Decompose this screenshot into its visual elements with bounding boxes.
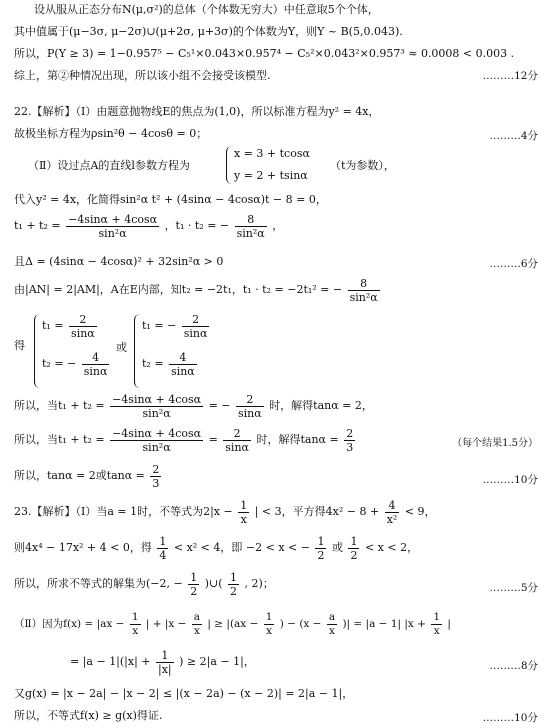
denominator: sin²α — [98, 226, 127, 240]
text-line: 故极坐标方程为ρsin²θ − 4cosθ = 0； — [14, 127, 208, 140]
text: | — [447, 618, 451, 630]
text: 由|AN| = 2|AM|，A在E内部，知t₂ = −2t₁，t₁ · t₂ = −2t₁² = − — [14, 283, 343, 296]
numerator: a — [193, 610, 201, 623]
denominator: 3 — [346, 440, 354, 454]
denominator: 2 — [230, 584, 238, 598]
fraction — [348, 535, 359, 562]
text: （Ⅱ）因为f(x) = |ax − — [14, 618, 125, 630]
formula-line — [14, 534, 542, 562]
fraction — [66, 213, 159, 240]
fraction — [264, 611, 275, 638]
formula-line — [14, 276, 542, 304]
text: t₂ = — [142, 357, 164, 370]
denominator: sinα — [238, 406, 262, 420]
fraction — [236, 393, 264, 420]
text: < 9， — [404, 505, 436, 518]
fraction — [69, 313, 97, 340]
denominator: x — [193, 624, 200, 637]
text: = − — [208, 399, 231, 412]
fraction — [169, 351, 197, 378]
fraction — [223, 427, 251, 454]
text: | < 3，平方得4x² − 8 + — [254, 505, 380, 518]
formula-line — [14, 462, 542, 490]
numerator: 4 — [169, 351, 197, 365]
denominator: 3 — [152, 476, 160, 490]
text: | + |x − — [145, 618, 187, 630]
text: )| = |a − 1| |x + — [342, 618, 426, 630]
numerator: 2 — [182, 313, 210, 327]
fraction — [156, 649, 174, 676]
text: < x < 2， — [364, 541, 419, 554]
fraction — [235, 213, 267, 240]
formula-line — [142, 350, 542, 378]
text: t₁ + t₂ = — [14, 219, 61, 232]
text: )∪( — [204, 577, 223, 590]
text: 时，解得tanα = — [256, 433, 339, 446]
text: 时，解得tanα = 2， — [269, 399, 373, 412]
text: ) ≥ 2|a − 1|， — [179, 655, 255, 668]
text: 所以，当t₁ + t₂ = — [14, 399, 105, 412]
formula-line — [14, 570, 542, 598]
denominator: sin²α — [142, 406, 171, 420]
text-line: 所以，不等式f(x) ≥ g(x)得证. — [14, 709, 163, 722]
numerator: 1 — [131, 610, 139, 623]
text-line: 且Δ = (4sinα − 4cosα)² + 32sin²α > 0 — [14, 255, 224, 268]
denominator: sin²α — [142, 440, 171, 454]
denominator: |x| — [158, 662, 172, 676]
fraction — [157, 535, 168, 562]
text: = — [208, 433, 218, 446]
text: ，t₁ · t₂ = − — [164, 219, 230, 232]
denominator: 2 — [350, 548, 358, 562]
numerator: 1 — [317, 534, 325, 548]
fraction — [327, 611, 337, 638]
score-label: （每个结果1.5分） — [452, 438, 538, 449]
numerator: 1 — [433, 610, 440, 623]
text: , 2)； — [244, 577, 274, 590]
fraction — [110, 427, 203, 454]
numerator: 1 — [159, 534, 167, 548]
fraction — [130, 611, 141, 638]
equation-line: x = 3 + tcosα — [234, 147, 310, 160]
denominator: x — [329, 624, 335, 637]
fraction — [82, 351, 110, 378]
text: 所以，tanα = 2或tanα = — [14, 469, 145, 482]
text: 所以，当t₁ + t₂ = — [14, 433, 105, 446]
fraction — [188, 571, 199, 598]
numerator: 2 — [236, 393, 264, 407]
numerator: 2 — [152, 462, 160, 476]
numerator: −4sinα + 4cosα — [112, 426, 202, 440]
equation-line: y = 2 + tsinα — [234, 169, 308, 182]
fraction — [348, 277, 380, 304]
text: t₂ = − — [42, 357, 77, 370]
numerator: 4 — [82, 351, 110, 365]
denominator: 4 — [159, 548, 167, 562]
text: 23.【解析】（Ⅰ）当a = 1时，不等式为2|x − — [14, 505, 233, 518]
fraction — [150, 463, 161, 490]
text: 所以，所求不等式的解集为(−2, − — [14, 577, 183, 590]
text: 或 — [331, 541, 343, 554]
numerator: 2 — [346, 426, 354, 440]
score-label: ………5分 — [489, 582, 538, 594]
text-line: 代入y² = 4x，化简得sin²α t² + (4sinα − 4cosα)t − 8 = 0， — [14, 193, 327, 206]
text: ， — [272, 219, 284, 232]
denominator: x² — [386, 512, 398, 526]
text-line: 又g(x) = |x − 2a| − |x − 2| ≤ |(x − 2a) − (x − 2)| = 2|a − 1|， — [14, 687, 354, 700]
numerator: 2 — [223, 427, 251, 441]
text: 则4x⁴ − 17x² + 4 < 0，得 — [14, 541, 152, 554]
formula-line — [70, 648, 542, 676]
numerator: a — [328, 610, 336, 623]
numerator: 1 — [240, 498, 248, 512]
text: | ≥ |(ax − — [207, 618, 259, 630]
fraction — [431, 611, 442, 638]
fraction — [228, 571, 239, 598]
denominator: sinα — [183, 326, 208, 340]
numerator: 8 — [235, 213, 267, 227]
denominator: sin²α — [236, 226, 265, 240]
numerator: 1 — [350, 534, 358, 548]
numerator: 4 — [385, 499, 400, 513]
fraction — [344, 427, 355, 454]
score-label: ………4分 — [489, 130, 538, 142]
score-label: ………6分 — [489, 258, 538, 270]
denominator: sinα — [83, 364, 108, 378]
text-line: 设从服从正态分布N(μ,σ²)的总体（个体数无穷大）中任意取5个个体， — [34, 3, 379, 16]
fraction — [385, 499, 400, 526]
denominator: x — [240, 512, 247, 526]
text-line: （Ⅱ）设过点A的直线l参数方程为 — [28, 159, 190, 172]
score-label: ………12分 — [482, 70, 538, 82]
text-line: 综上，第②种情况出现，所以该小组不会接受该模型. — [14, 69, 271, 82]
formula-line — [14, 610, 542, 638]
text: = |a − 1|(|x| + — [70, 655, 151, 668]
formula-line — [14, 392, 542, 420]
denominator: x — [266, 624, 273, 637]
numerator: −4sinα + 4cosα — [112, 392, 202, 406]
text-line: 所以，P(Y ≥ 3) = 1−0.957⁵ − C₅¹×0.043×0.957⁴ − C₅²×0.043²×0.957³ ≈ 0.0008 < 0.003 . — [14, 47, 515, 60]
score-label: ………10分 — [482, 474, 538, 486]
text-line: （t为参数）， — [330, 159, 395, 172]
numerator: 1 — [156, 649, 174, 663]
formula-line — [14, 212, 542, 240]
denominator: sinα — [225, 440, 249, 454]
denominator: x — [433, 624, 440, 637]
text: ) − (x − — [279, 618, 322, 630]
denominator: sin²α — [349, 290, 378, 304]
text: < x² < 4，即 −2 < x < − — [173, 541, 310, 554]
score-label: ………8分 — [489, 660, 538, 672]
denominator: x — [132, 624, 139, 637]
denominator: 2 — [317, 548, 325, 562]
numerator: 1 — [230, 570, 238, 584]
fraction — [238, 499, 249, 526]
formula-line — [142, 312, 542, 340]
numerator: −4sinα + 4cosα — [68, 212, 158, 226]
numerator: 1 — [190, 570, 198, 584]
fraction — [315, 535, 326, 562]
text: t₁ = — [42, 319, 64, 332]
text-line: 22.【解析】（Ⅰ）由题意抛物线E的焦点为(1,0)，所以标准方程为y² = 4x， — [14, 105, 380, 118]
denominator: sinα — [171, 364, 195, 378]
text-line: 其中值属于(μ−3σ, μ−2σ)∪(μ+2σ, μ+3σ)的个体数为Y，则Y ~ B(5,0.043). — [14, 25, 403, 38]
denominator: 2 — [190, 584, 198, 598]
numerator: 2 — [69, 313, 97, 327]
score-label: ………10分 — [482, 712, 538, 724]
numerator: 8 — [348, 277, 380, 291]
numerator: 1 — [265, 610, 273, 623]
fraction — [192, 611, 202, 638]
fraction — [182, 313, 210, 340]
fraction — [110, 393, 203, 420]
text-line: 或 — [116, 341, 127, 354]
formula-line — [14, 498, 542, 526]
text: t₁ = − — [142, 319, 177, 332]
text-line: 得 — [14, 339, 25, 352]
denominator: sinα — [71, 326, 95, 340]
